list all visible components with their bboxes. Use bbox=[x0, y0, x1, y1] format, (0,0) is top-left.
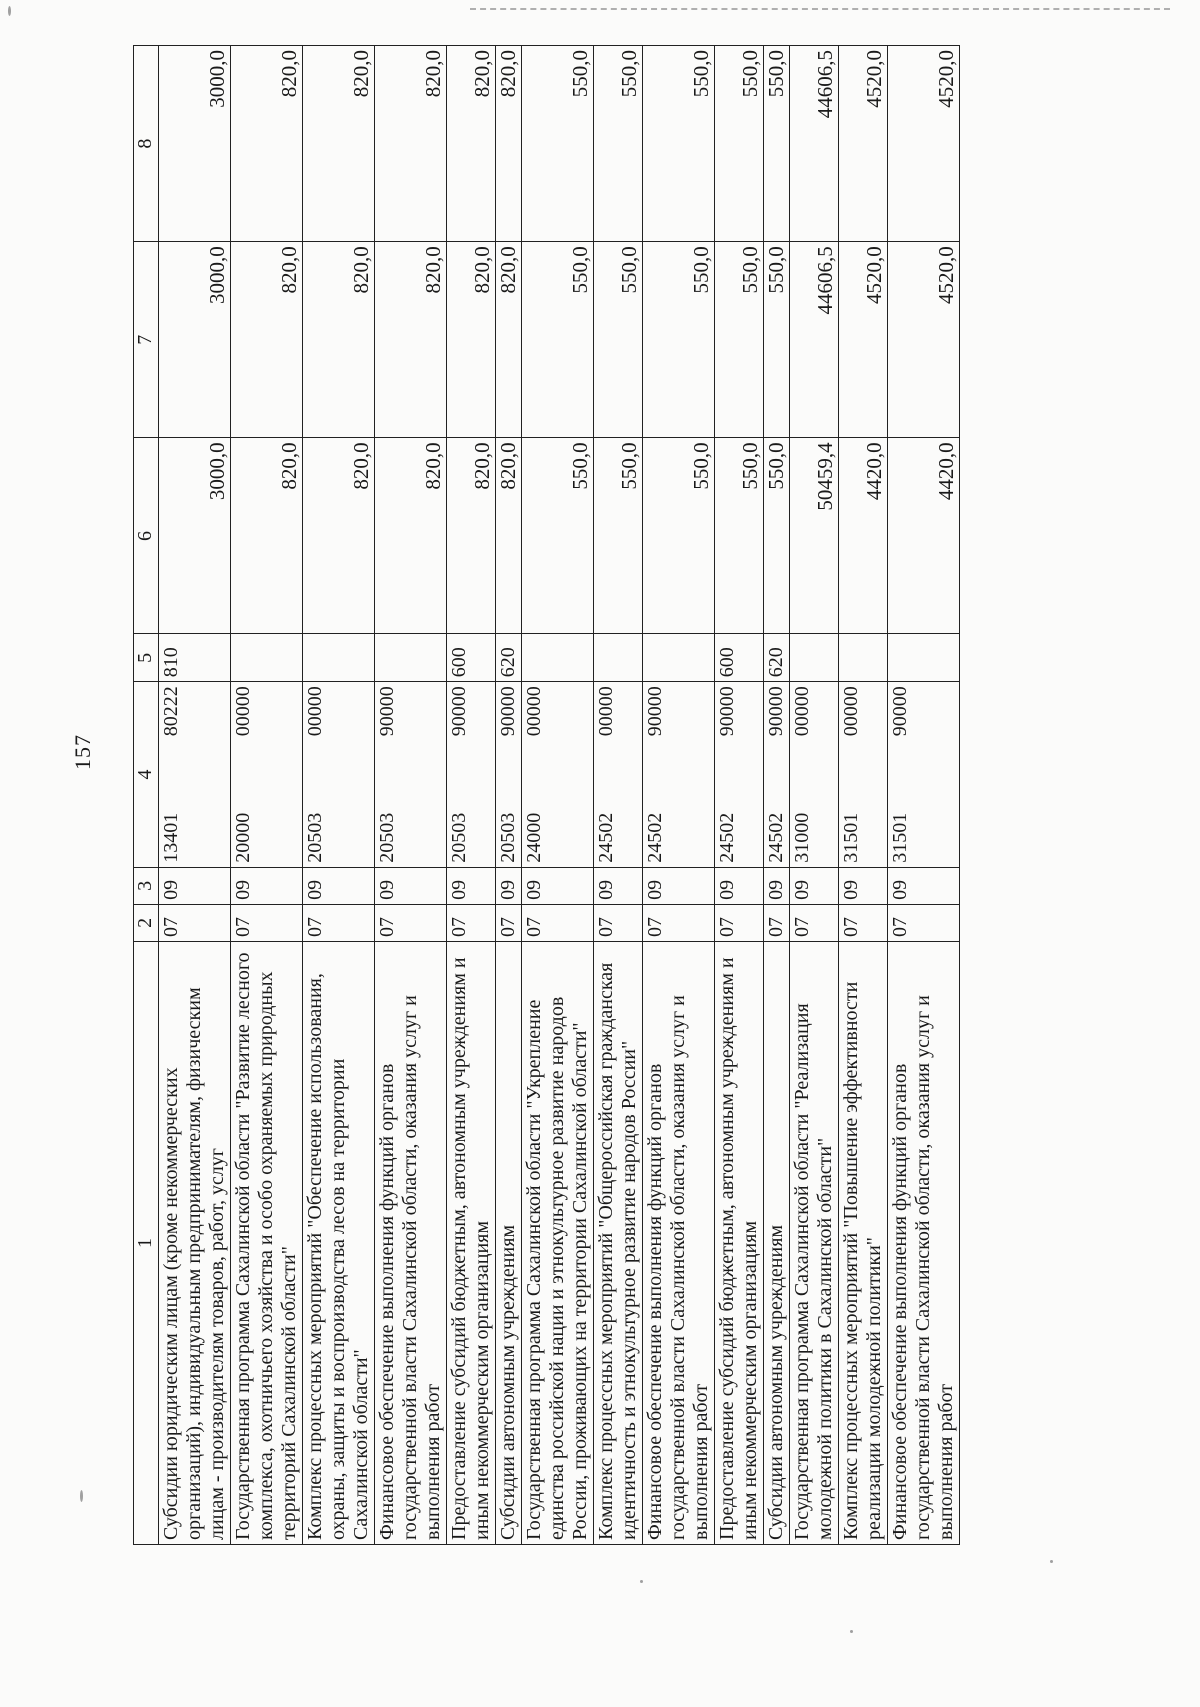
row-name-cell: Финансовое обеспечение выполнения функций органов государственной власти Сахалинской области, оказания услуг и выполнения работ bbox=[375, 941, 447, 1544]
amount-year1-cell: 550,0 bbox=[594, 438, 643, 634]
page-number: 157 bbox=[70, 734, 95, 770]
col-header-1: 1 bbox=[134, 941, 159, 1544]
target-article-part-b: 00000 bbox=[232, 686, 254, 737]
row-name-cell: Государственная программа Сахалинской области "Укрепление единства российской нации и этнокультурное развитие народов России, проживающих на территории Сахалинской области" bbox=[522, 941, 594, 1544]
target-article-part-a: 13401 bbox=[160, 812, 182, 863]
table-row bbox=[764, 46, 790, 1545]
col-header-8: 8 bbox=[134, 46, 159, 242]
amount-year1-cell: 820,0 bbox=[231, 438, 303, 634]
row-name-cell: Субсидии юридическим лицам (кроме некоммерческих организаций), индивидуальным предпринимателям, физическим лицам - производителям товаров, работ, услуг bbox=[159, 941, 231, 1544]
section-code-cell: 07 bbox=[159, 904, 231, 941]
amount-year3-cell: 4520,0 bbox=[839, 46, 888, 242]
subsection-code-cell: 09 bbox=[594, 867, 643, 904]
target-article-part-b: 90000 bbox=[376, 686, 398, 737]
amount-year2-cell: 550,0 bbox=[594, 242, 643, 438]
target-article-part-b: 90000 bbox=[765, 686, 787, 737]
expense-type-cell: 620 bbox=[496, 634, 522, 682]
scan-speck bbox=[80, 1490, 83, 1502]
section-code-cell: 07 bbox=[715, 904, 764, 941]
subsection-code-cell: 09 bbox=[790, 867, 839, 904]
col-header-6: 6 bbox=[134, 438, 159, 634]
target-article-cell bbox=[888, 682, 960, 868]
amount-year1-cell: 550,0 bbox=[643, 438, 715, 634]
target-article-part-b: 90000 bbox=[644, 686, 666, 737]
table-row bbox=[888, 46, 960, 1545]
amount-year1-cell: 550,0 bbox=[522, 438, 594, 634]
table-row bbox=[159, 46, 231, 1545]
section-code-cell: 07 bbox=[594, 904, 643, 941]
table-row bbox=[303, 46, 375, 1545]
subsection-code-cell: 09 bbox=[447, 867, 496, 904]
expense-type-cell bbox=[790, 634, 839, 682]
subsection-code-cell: 09 bbox=[159, 867, 231, 904]
target-article-cell bbox=[715, 682, 764, 868]
target-article-cell bbox=[643, 682, 715, 868]
amount-year1-cell: 50459,4 bbox=[790, 438, 839, 634]
subsection-code-cell: 09 bbox=[715, 867, 764, 904]
subsection-code-cell: 09 bbox=[888, 867, 960, 904]
section-code-cell: 07 bbox=[496, 904, 522, 941]
expense-type-cell bbox=[303, 634, 375, 682]
table-row bbox=[496, 46, 522, 1545]
header-row bbox=[134, 46, 159, 1545]
scan-edge-artifact bbox=[470, 8, 1170, 18]
expense-type-cell bbox=[643, 634, 715, 682]
amount-year3-cell: 820,0 bbox=[303, 46, 375, 242]
subsection-code-cell: 09 bbox=[764, 867, 790, 904]
section-code-cell: 07 bbox=[375, 904, 447, 941]
subsection-code-cell: 09 bbox=[643, 867, 715, 904]
target-article-cell bbox=[594, 682, 643, 868]
scan-speck bbox=[850, 1630, 853, 1633]
col-header-3: 3 bbox=[134, 867, 159, 904]
amount-year3-cell: 820,0 bbox=[375, 46, 447, 242]
rotated-table-wrapper bbox=[133, 45, 1155, 1545]
target-article-part-a: 31501 bbox=[889, 812, 911, 863]
row-name-cell: Предоставление субсидий бюджетным, автономным учреждениям и иным некоммерческим организациям bbox=[715, 941, 764, 1544]
amount-year1-cell: 820,0 bbox=[447, 438, 496, 634]
expense-type-cell bbox=[375, 634, 447, 682]
expense-type-cell: 600 bbox=[447, 634, 496, 682]
amount-year1-cell: 3000,0 bbox=[159, 438, 231, 634]
amount-year3-cell: 4520,0 bbox=[888, 46, 960, 242]
scan-speck bbox=[640, 1580, 643, 1583]
amount-year2-cell: 550,0 bbox=[522, 242, 594, 438]
target-article-part-a: 24502 bbox=[716, 812, 738, 863]
amount-year1-cell: 820,0 bbox=[375, 438, 447, 634]
target-article-part-a: 24000 bbox=[523, 812, 545, 863]
row-name-cell: Комплекс процессных мероприятий "Повышение эффективности реализации молодежной политики" bbox=[839, 941, 888, 1544]
subsection-code-cell: 09 bbox=[375, 867, 447, 904]
target-article-cell bbox=[790, 682, 839, 868]
section-code-cell: 07 bbox=[303, 904, 375, 941]
row-name-cell: Финансовое обеспечение выполнения функций органов государственной власти Сахалинской области, оказания услуг и выполнения работ bbox=[643, 941, 715, 1544]
table-row bbox=[375, 46, 447, 1545]
table-row bbox=[447, 46, 496, 1545]
amount-year2-cell: 820,0 bbox=[375, 242, 447, 438]
target-article-part-a: 20503 bbox=[448, 812, 470, 863]
target-article-part-a: 20503 bbox=[497, 812, 519, 863]
table-row bbox=[839, 46, 888, 1545]
target-article-part-b: 00000 bbox=[840, 686, 862, 737]
target-article-part-b: 00000 bbox=[523, 686, 545, 737]
amount-year2-cell: 4520,0 bbox=[888, 242, 960, 438]
budget-table bbox=[133, 45, 960, 1545]
target-article-part-b: 00000 bbox=[595, 686, 617, 737]
amount-year3-cell: 44606,5 bbox=[790, 46, 839, 242]
amount-year2-cell: 820,0 bbox=[496, 242, 522, 438]
amount-year3-cell: 3000,0 bbox=[159, 46, 231, 242]
row-name-cell: Финансовое обеспечение выполнения функций органов государственной власти Сахалинской области, оказания услуг и выполнения работ bbox=[888, 941, 960, 1544]
target-article-cell bbox=[839, 682, 888, 868]
table-row bbox=[643, 46, 715, 1545]
section-code-cell: 07 bbox=[790, 904, 839, 941]
amount-year1-cell: 550,0 bbox=[715, 438, 764, 634]
row-name-cell: Государственная программа Сахалинской области "Развитие лесного комплекса, охотничьего хозяйства и особо охраняемых природных территорий Сахалинской области" bbox=[231, 941, 303, 1544]
section-code-cell: 07 bbox=[643, 904, 715, 941]
row-name-cell: Субсидии автономным учреждениям bbox=[496, 941, 522, 1544]
row-name-cell: Комплекс процессных мероприятий "Общероссийская гражданская идентичность и этнокультурное развитие народов России" bbox=[594, 941, 643, 1544]
row-name-cell: Комплекс процессных мероприятий "Обеспечение использования, охраны, защиты и воспроизводства лесов на территории Сахалинской области" bbox=[303, 941, 375, 1544]
row-name-cell: Предоставление субсидий бюджетным, автономным учреждениям и иным некоммерческим организациям bbox=[447, 941, 496, 1544]
target-article-cell bbox=[764, 682, 790, 868]
target-article-cell bbox=[375, 682, 447, 868]
target-article-part-a: 20000 bbox=[232, 812, 254, 863]
target-article-part-b: 90000 bbox=[448, 686, 470, 737]
target-article-part-a: 31000 bbox=[791, 812, 813, 863]
table-row bbox=[790, 46, 839, 1545]
table-row bbox=[522, 46, 594, 1545]
target-article-part-a: 20503 bbox=[376, 812, 398, 863]
subsection-code-cell: 09 bbox=[231, 867, 303, 904]
target-article-part-a: 20503 bbox=[304, 812, 326, 863]
section-code-cell: 07 bbox=[839, 904, 888, 941]
amount-year1-cell: 820,0 bbox=[303, 438, 375, 634]
subsection-code-cell: 09 bbox=[522, 867, 594, 904]
target-article-cell bbox=[231, 682, 303, 868]
amount-year3-cell: 820,0 bbox=[231, 46, 303, 242]
table-row bbox=[231, 46, 303, 1545]
amount-year3-cell: 550,0 bbox=[715, 46, 764, 242]
table-row bbox=[594, 46, 643, 1545]
expense-type-cell bbox=[839, 634, 888, 682]
amount-year1-cell: 820,0 bbox=[496, 438, 522, 634]
col-header-4: 4 bbox=[134, 682, 159, 868]
col-header-5: 5 bbox=[134, 634, 159, 682]
amount-year3-cell: 550,0 bbox=[643, 46, 715, 242]
section-code-cell: 07 bbox=[522, 904, 594, 941]
target-article-cell bbox=[522, 682, 594, 868]
amount-year1-cell: 550,0 bbox=[764, 438, 790, 634]
amount-year1-cell: 4420,0 bbox=[888, 438, 960, 634]
subsection-code-cell: 09 bbox=[303, 867, 375, 904]
target-article-cell bbox=[159, 682, 231, 868]
target-article-part-a: 31501 bbox=[840, 812, 862, 863]
section-code-cell: 07 bbox=[888, 904, 960, 941]
subsection-code-cell: 09 bbox=[496, 867, 522, 904]
amount-year3-cell: 550,0 bbox=[594, 46, 643, 242]
section-code-cell: 07 bbox=[231, 904, 303, 941]
amount-year2-cell: 44606,5 bbox=[790, 242, 839, 438]
target-article-part-a: 24502 bbox=[595, 812, 617, 863]
target-article-part-b: 90000 bbox=[497, 686, 519, 737]
expense-type-cell bbox=[888, 634, 960, 682]
expense-type-cell bbox=[594, 634, 643, 682]
target-article-part-b: 00000 bbox=[304, 686, 326, 737]
amount-year2-cell: 4520,0 bbox=[839, 242, 888, 438]
target-article-cell bbox=[496, 682, 522, 868]
subsection-code-cell: 09 bbox=[839, 867, 888, 904]
amount-year2-cell: 820,0 bbox=[303, 242, 375, 438]
scan-speck bbox=[1050, 1560, 1053, 1563]
amount-year2-cell: 550,0 bbox=[643, 242, 715, 438]
amount-year2-cell: 820,0 bbox=[447, 242, 496, 438]
amount-year2-cell: 550,0 bbox=[764, 242, 790, 438]
amount-year2-cell: 3000,0 bbox=[159, 242, 231, 438]
expense-type-cell bbox=[522, 634, 594, 682]
row-name-cell: Государственная программа Сахалинской области "Реализация молодежной политики в Сахалинской области" bbox=[790, 941, 839, 1544]
amount-year2-cell: 550,0 bbox=[715, 242, 764, 438]
target-article-part-b: 80222 bbox=[160, 686, 182, 737]
table-row bbox=[715, 46, 764, 1545]
section-code-cell: 07 bbox=[447, 904, 496, 941]
amount-year3-cell: 550,0 bbox=[764, 46, 790, 242]
scan-speck bbox=[8, 6, 11, 16]
expense-type-cell: 600 bbox=[715, 634, 764, 682]
target-article-part-a: 24502 bbox=[644, 812, 666, 863]
amount-year1-cell: 4420,0 bbox=[839, 438, 888, 634]
target-article-part-b: 00000 bbox=[791, 686, 813, 737]
expense-type-cell: 620 bbox=[764, 634, 790, 682]
amount-year3-cell: 550,0 bbox=[522, 46, 594, 242]
amount-year2-cell: 820,0 bbox=[231, 242, 303, 438]
row-name-cell: Субсидии автономным учреждениям bbox=[764, 941, 790, 1544]
target-article-part-b: 90000 bbox=[716, 686, 738, 737]
expense-type-cell: 810 bbox=[159, 634, 231, 682]
col-header-2: 2 bbox=[134, 904, 159, 941]
amount-year3-cell: 820,0 bbox=[496, 46, 522, 242]
target-article-part-b: 90000 bbox=[889, 686, 911, 737]
section-code-cell: 07 bbox=[764, 904, 790, 941]
target-article-cell bbox=[303, 682, 375, 868]
target-article-part-a: 24502 bbox=[765, 812, 787, 863]
target-article-cell bbox=[447, 682, 496, 868]
col-header-7: 7 bbox=[134, 242, 159, 438]
amount-year3-cell: 820,0 bbox=[447, 46, 496, 242]
expense-type-cell bbox=[231, 634, 303, 682]
